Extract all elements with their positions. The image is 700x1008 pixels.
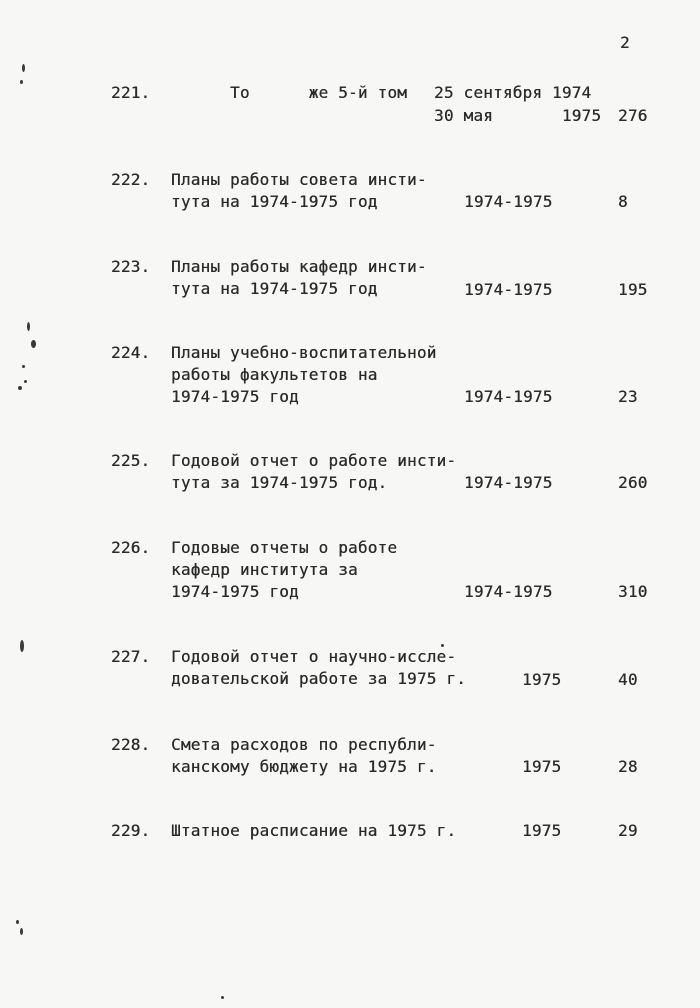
scan-speck xyxy=(441,644,444,647)
scan-speck xyxy=(24,380,27,383)
entry-date: 1975 xyxy=(522,821,562,840)
entry-title-line: тута за 1974-1975 год. xyxy=(171,473,388,492)
entry-page-count: 195 xyxy=(618,280,648,299)
entry-number: 224. xyxy=(111,343,151,362)
entry-number: 221. xyxy=(111,83,151,102)
entry-title-line: Планы работы совета инсти- xyxy=(171,170,427,189)
entry-title-line: 1974-1975 год xyxy=(171,582,299,601)
entry-title-line: 1974-1975 год xyxy=(171,387,299,406)
entry-date: 1974-1975 xyxy=(464,582,553,601)
entry-number: 227. xyxy=(111,647,151,666)
scan-speck xyxy=(18,386,22,390)
entry-page-count: 260 xyxy=(618,473,648,492)
entry-number: 228. xyxy=(111,735,151,754)
entry-title-line: То же 5-й том xyxy=(230,83,407,102)
entry-title-line: Годовой отчет о работе инсти- xyxy=(171,451,457,470)
entry-number: 222. xyxy=(111,170,151,189)
entry-page-count: 8 xyxy=(618,192,628,211)
entry-number: 226. xyxy=(111,538,151,557)
page-number: 2 xyxy=(620,33,630,52)
entry-title-line: тута на 1974-1975 год xyxy=(171,192,378,211)
entry-title-line: работы факультетов на xyxy=(171,365,378,384)
scan-speck xyxy=(20,80,23,84)
entry-date: 30 мая 1975 xyxy=(434,106,602,125)
scan-speck xyxy=(20,928,23,935)
entry-page-count: 310 xyxy=(618,582,648,601)
scan-speck xyxy=(22,365,25,368)
entry-page-count: 40 xyxy=(618,670,638,689)
entry-title-line: Планы учебно-воспитательной xyxy=(171,343,437,362)
entry-title-line: довательской работе за 1975 г. xyxy=(171,669,466,688)
entry-date: 1974-1975 xyxy=(464,192,553,211)
entry-date: 1975 xyxy=(522,670,562,689)
entry-number: 223. xyxy=(111,257,151,276)
entry-title-line: Смета расходов по республи- xyxy=(171,735,437,754)
entry-page-count: 23 xyxy=(618,387,638,406)
entry-date: 1975 xyxy=(522,757,562,776)
scan-speck xyxy=(20,640,24,652)
entry-page-count: 276 xyxy=(618,106,648,125)
entry-number: 229. xyxy=(111,821,151,840)
entry-title-line: Штатное расписание на 1975 г. xyxy=(171,821,457,840)
entry-page-count: 28 xyxy=(618,757,638,776)
entry-date: 1974-1975 xyxy=(464,387,553,406)
entry-date: 1974-1975 xyxy=(464,473,553,492)
entry-page-count: 29 xyxy=(618,821,638,840)
entry-title-line: Годовой отчет о научно-иссле- xyxy=(171,647,457,666)
entry-date: 25 сентября 1974 xyxy=(434,83,592,102)
scan-speck xyxy=(221,996,224,999)
entry-title-line: Годовые отчеты о работе xyxy=(171,538,398,557)
scan-speck xyxy=(31,340,36,348)
entry-number: 225. xyxy=(111,451,151,470)
entry-title-line: Планы работы кафедр инсти- xyxy=(171,257,427,276)
entry-date: 1974-1975 xyxy=(464,280,553,299)
entry-title-line: кафедр института за xyxy=(171,560,358,579)
scan-speck xyxy=(22,64,25,72)
scan-speck xyxy=(27,322,30,331)
entry-title-line: тута на 1974-1975 год xyxy=(171,279,378,298)
scan-speck xyxy=(16,920,19,924)
entry-title-line: канскому бюджету на 1975 г. xyxy=(171,757,437,776)
